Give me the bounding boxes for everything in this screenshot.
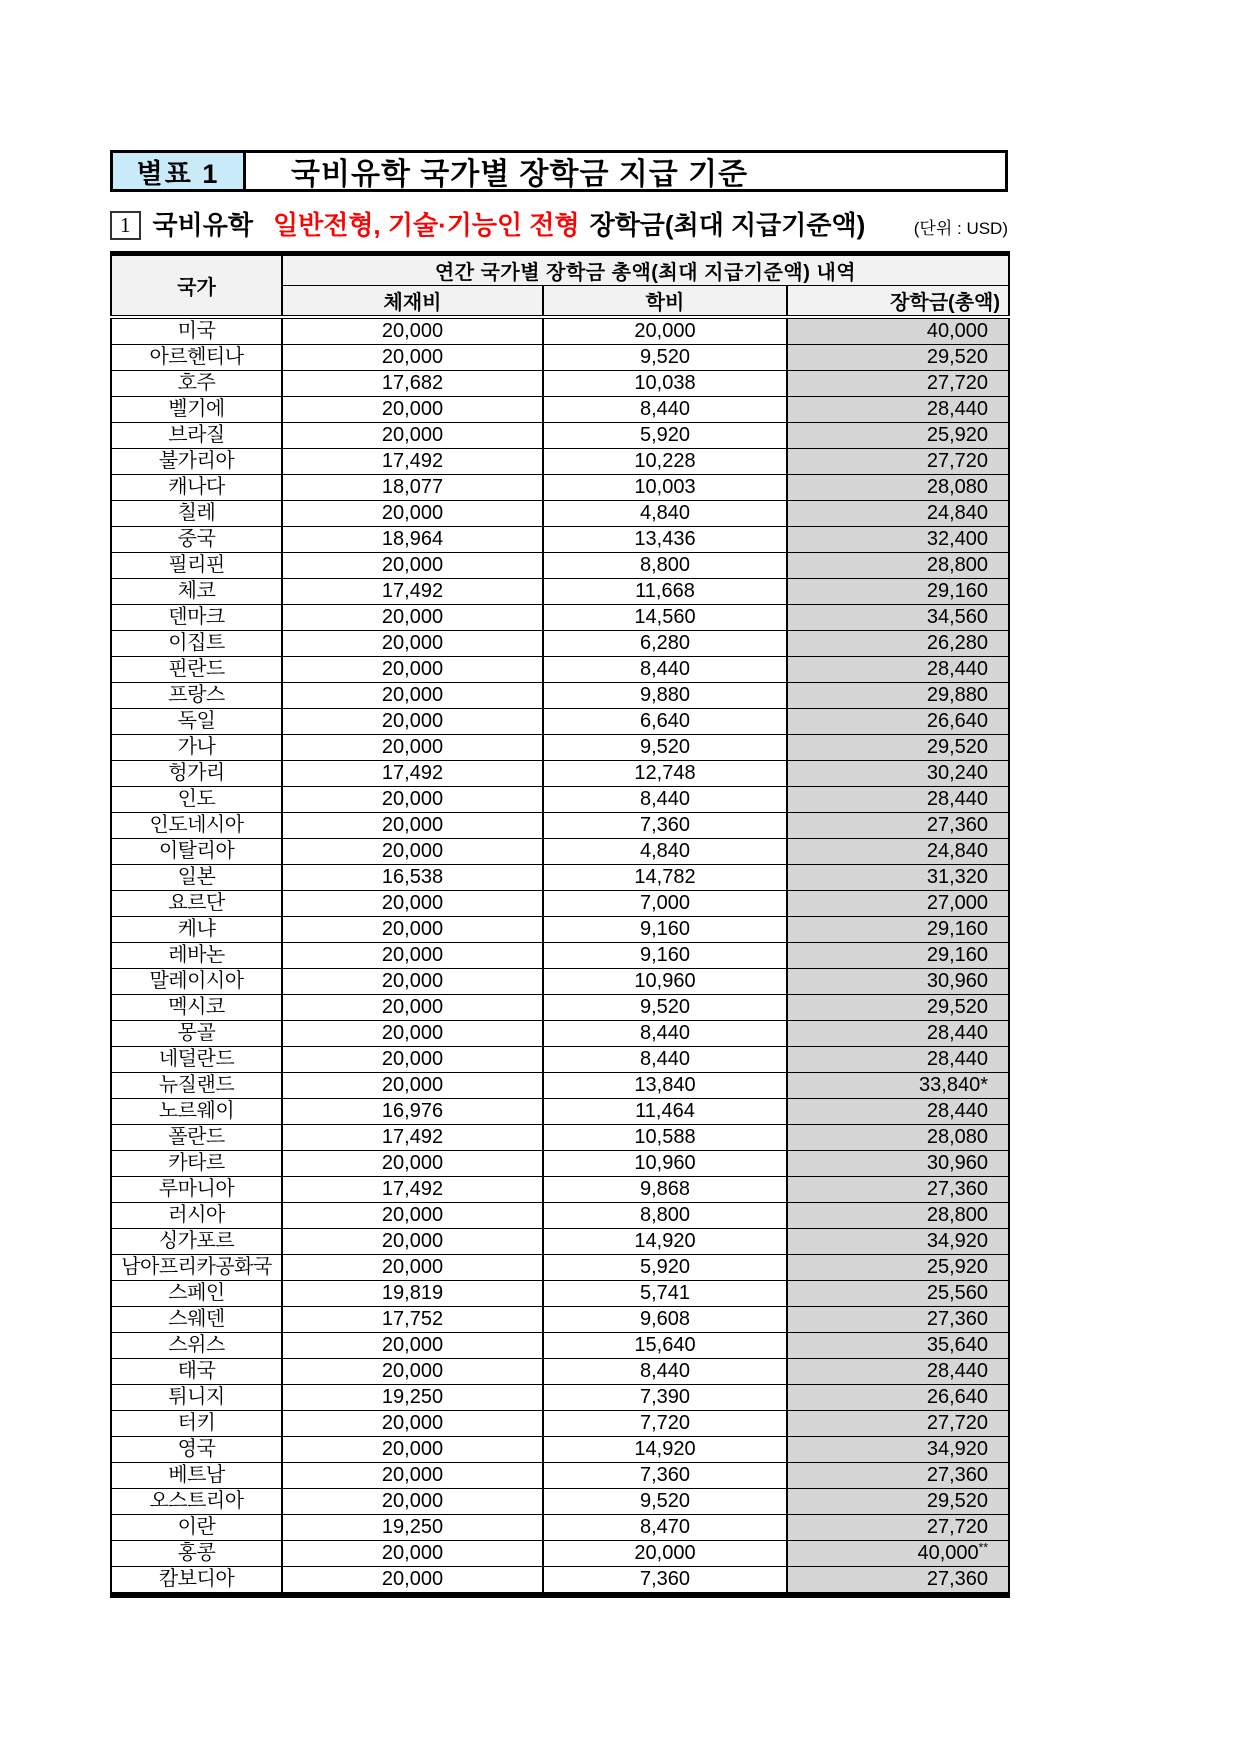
subtitle-suffix: 장학금(최대 지급기준액) xyxy=(589,210,866,240)
table-row xyxy=(111,813,1009,839)
total-scholarship-cell: 34,560 xyxy=(787,605,1009,631)
tuition-cell: 7,360 xyxy=(543,1567,787,1596)
tuition-cell: 14,920 xyxy=(543,1229,787,1255)
tuition-cell: 9,160 xyxy=(543,917,787,943)
country-cell: 가나 xyxy=(111,735,282,761)
table-row xyxy=(111,969,1009,995)
country-cell: 레바논 xyxy=(111,943,282,969)
total-scholarship-cell: 25,920 xyxy=(787,1255,1009,1281)
tuition-cell: 4,840 xyxy=(543,839,787,865)
header-row-group xyxy=(111,254,1009,286)
total-scholarship-cell: 40,000** xyxy=(787,1541,1009,1567)
table-row xyxy=(111,787,1009,813)
total-scholarship-cell: 26,640 xyxy=(787,1385,1009,1411)
table-row xyxy=(111,1541,1009,1567)
tuition-cell: 7,360 xyxy=(543,1463,787,1489)
table-row xyxy=(111,1437,1009,1463)
table-row xyxy=(111,735,1009,761)
subtitle-highlight: 일반전형, 기술·기능인 전형 xyxy=(272,210,580,240)
tuition-cell: 9,520 xyxy=(543,345,787,371)
table-row xyxy=(111,1411,1009,1437)
country-cell: 이집트 xyxy=(111,631,282,657)
total-scholarship-cell: 28,080 xyxy=(787,475,1009,501)
country-cell: 인도네시아 xyxy=(111,813,282,839)
table-row xyxy=(111,449,1009,475)
total-scholarship-cell: 24,840 xyxy=(787,839,1009,865)
tuition-cell: 9,520 xyxy=(543,735,787,761)
total-scholarship-cell: 25,920 xyxy=(787,423,1009,449)
stay-cost-cell: 20,000 xyxy=(282,657,543,683)
country-cell: 러시아 xyxy=(111,1203,282,1229)
table-row xyxy=(111,475,1009,501)
total-scholarship-cell: 30,240 xyxy=(787,761,1009,787)
country-cell: 뉴질랜드 xyxy=(111,1073,282,1099)
table-row xyxy=(111,943,1009,969)
country-cell: 스위스 xyxy=(111,1333,282,1359)
stay-cost-cell: 20,000 xyxy=(282,1021,543,1047)
tuition-cell: 7,360 xyxy=(543,813,787,839)
table-row xyxy=(111,371,1009,397)
total-scholarship-cell: 28,440 xyxy=(787,787,1009,813)
tuition-cell: 15,640 xyxy=(543,1333,787,1359)
stay-cost-cell: 18,964 xyxy=(282,527,543,553)
table-row xyxy=(111,683,1009,709)
stay-cost-cell: 20,000 xyxy=(282,683,543,709)
country-cell: 카타르 xyxy=(111,1151,282,1177)
stay-cost-cell: 20,000 xyxy=(282,345,543,371)
stay-cost-cell: 20,000 xyxy=(282,735,543,761)
tuition-cell: 8,440 xyxy=(543,657,787,683)
total-scholarship-cell: 27,000 xyxy=(787,891,1009,917)
country-cell: 터키 xyxy=(111,1411,282,1437)
stay-cost-cell: 20,000 xyxy=(282,1541,543,1567)
stay-cost-cell: 16,538 xyxy=(282,865,543,891)
total-scholarship-cell: 29,520 xyxy=(787,735,1009,761)
total-scholarship-cell: 27,360 xyxy=(787,1177,1009,1203)
total-scholarship-cell: 27,360 xyxy=(787,813,1009,839)
table-row xyxy=(111,553,1009,579)
tuition-cell: 9,520 xyxy=(543,1489,787,1515)
country-cell: 필리핀 xyxy=(111,553,282,579)
tuition-cell: 8,440 xyxy=(543,397,787,423)
stay-cost-cell: 20,000 xyxy=(282,787,543,813)
total-scholarship-cell: 28,440 xyxy=(787,1359,1009,1385)
stay-cost-cell: 20,000 xyxy=(282,553,543,579)
unit-note: (단위 : USD) xyxy=(913,219,1008,238)
table-row xyxy=(111,1151,1009,1177)
total-scholarship-cell: 27,720 xyxy=(787,1515,1009,1541)
tuition-column-header: 학비 xyxy=(543,286,787,318)
tuition-cell: 5,920 xyxy=(543,423,787,449)
total-scholarship-cell: 32,400 xyxy=(787,527,1009,553)
stay-cost-cell: 20,000 xyxy=(282,317,543,345)
stay-cost-cell: 19,250 xyxy=(282,1515,543,1541)
stay-cost-cell: 17,492 xyxy=(282,761,543,787)
tuition-cell: 4,840 xyxy=(543,501,787,527)
stay-cost-cell: 20,000 xyxy=(282,709,543,735)
total-scholarship-cell: 29,520 xyxy=(787,345,1009,371)
country-cell: 요르단 xyxy=(111,891,282,917)
total-scholarship-cell: 24,840 xyxy=(787,501,1009,527)
tuition-cell: 10,588 xyxy=(543,1125,787,1151)
country-cell: 캄보디아 xyxy=(111,1567,282,1596)
stay-cost-cell: 20,000 xyxy=(282,1333,543,1359)
tuition-cell: 20,000 xyxy=(543,1541,787,1567)
tuition-cell: 10,003 xyxy=(543,475,787,501)
stay-cost-cell: 17,492 xyxy=(282,579,543,605)
table-row xyxy=(111,1021,1009,1047)
tuition-cell: 5,920 xyxy=(543,1255,787,1281)
country-cell: 캐나다 xyxy=(111,475,282,501)
total-scholarship-cell: 27,720 xyxy=(787,449,1009,475)
tuition-cell: 7,000 xyxy=(543,891,787,917)
stay-cost-cell: 19,819 xyxy=(282,1281,543,1307)
country-cell: 케냐 xyxy=(111,917,282,943)
tuition-cell: 7,720 xyxy=(543,1411,787,1437)
title-bar xyxy=(110,150,1008,192)
tuition-cell: 6,640 xyxy=(543,709,787,735)
total-scholarship-cell: 40,000 xyxy=(787,317,1009,345)
stay-cost-cell: 20,000 xyxy=(282,1463,543,1489)
total-scholarship-cell: 29,520 xyxy=(787,1489,1009,1515)
table-row xyxy=(111,423,1009,449)
tuition-cell: 14,560 xyxy=(543,605,787,631)
total-scholarship-cell: 29,160 xyxy=(787,943,1009,969)
table-row xyxy=(111,397,1009,423)
table-header xyxy=(111,254,1009,318)
table-row xyxy=(111,839,1009,865)
stay-cost-cell: 20,000 xyxy=(282,995,543,1021)
country-cell: 체코 xyxy=(111,579,282,605)
group-column-header: 연간 국가별 장학금 총액(최대 지급기준액) 내역 xyxy=(282,254,1009,286)
country-cell: 호주 xyxy=(111,371,282,397)
country-cell: 인도 xyxy=(111,787,282,813)
stay-cost-cell: 20,000 xyxy=(282,1567,543,1596)
table-row xyxy=(111,579,1009,605)
table-row xyxy=(111,605,1009,631)
country-cell: 튀니지 xyxy=(111,1385,282,1411)
tuition-cell: 13,436 xyxy=(543,527,787,553)
stay-cost-cell: 20,000 xyxy=(282,631,543,657)
stay-cost-cell: 20,000 xyxy=(282,1489,543,1515)
table-row xyxy=(111,527,1009,553)
country-cell: 핀란드 xyxy=(111,657,282,683)
total-scholarship-cell: 28,440 xyxy=(787,1047,1009,1073)
table-row xyxy=(111,917,1009,943)
total-scholarship-cell: 29,160 xyxy=(787,579,1009,605)
total-scholarship-cell: 29,880 xyxy=(787,683,1009,709)
tuition-cell: 9,880 xyxy=(543,683,787,709)
tuition-cell: 14,920 xyxy=(543,1437,787,1463)
tuition-cell: 20,000 xyxy=(543,317,787,345)
stay-cost-cell: 20,000 xyxy=(282,397,543,423)
table-row xyxy=(111,891,1009,917)
total-scholarship-cell: 29,520 xyxy=(787,995,1009,1021)
table-row xyxy=(111,1463,1009,1489)
country-cell: 일본 xyxy=(111,865,282,891)
table-row xyxy=(111,501,1009,527)
country-cell: 오스트리아 xyxy=(111,1489,282,1515)
country-cell: 미국 xyxy=(111,317,282,345)
total-scholarship-cell: 35,640 xyxy=(787,1333,1009,1359)
appendix-badge: 별표 1 xyxy=(113,153,246,189)
stay-cost-cell: 20,000 xyxy=(282,1203,543,1229)
country-cell: 베트남 xyxy=(111,1463,282,1489)
country-cell: 남아프리카공화국 xyxy=(111,1255,282,1281)
table-row xyxy=(111,1307,1009,1333)
country-cell: 노르웨이 xyxy=(111,1099,282,1125)
total-scholarship-cell: 25,560 xyxy=(787,1281,1009,1307)
tuition-cell: 6,280 xyxy=(543,631,787,657)
total-scholarship-cell: 27,360 xyxy=(787,1567,1009,1596)
table-row xyxy=(111,1333,1009,1359)
country-cell: 싱가포르 xyxy=(111,1229,282,1255)
country-cell: 몽골 xyxy=(111,1021,282,1047)
tuition-cell: 11,464 xyxy=(543,1099,787,1125)
stay-cost-cell: 17,752 xyxy=(282,1307,543,1333)
table-row xyxy=(111,1515,1009,1541)
tuition-cell: 8,800 xyxy=(543,553,787,579)
tuition-cell: 10,038 xyxy=(543,371,787,397)
tuition-cell: 9,868 xyxy=(543,1177,787,1203)
stay-cost-cell: 20,000 xyxy=(282,813,543,839)
tuition-cell: 8,440 xyxy=(543,1359,787,1385)
country-cell: 홍콩 xyxy=(111,1541,282,1567)
tuition-cell: 8,440 xyxy=(543,1021,787,1047)
country-cell: 브라질 xyxy=(111,423,282,449)
table-row xyxy=(111,657,1009,683)
country-cell: 프랑스 xyxy=(111,683,282,709)
section-subtitle xyxy=(110,205,1008,242)
total-scholarship-cell: 31,320 xyxy=(787,865,1009,891)
tuition-cell: 9,160 xyxy=(543,943,787,969)
stay-cost-cell: 20,000 xyxy=(282,1255,543,1281)
tuition-cell: 9,608 xyxy=(543,1307,787,1333)
stay-cost-cell: 18,077 xyxy=(282,475,543,501)
stay-cost-cell: 20,000 xyxy=(282,1073,543,1099)
total-scholarship-cell: 28,800 xyxy=(787,1203,1009,1229)
tuition-cell: 8,440 xyxy=(543,1047,787,1073)
table-row xyxy=(111,1125,1009,1151)
country-cell: 중국 xyxy=(111,527,282,553)
tuition-cell: 10,960 xyxy=(543,969,787,995)
table-row xyxy=(111,865,1009,891)
total-scholarship-cell: 30,960 xyxy=(787,1151,1009,1177)
subtitle-prefix: 국비유학 xyxy=(152,210,253,240)
tuition-cell: 14,782 xyxy=(543,865,787,891)
country-cell: 영국 xyxy=(111,1437,282,1463)
total-scholarship-cell: 30,960 xyxy=(787,969,1009,995)
section-number-box: 1 xyxy=(110,211,141,240)
table-row xyxy=(111,1255,1009,1281)
stay-cost-cell: 19,250 xyxy=(282,1385,543,1411)
stay-cost-cell: 17,492 xyxy=(282,449,543,475)
total-scholarship-cell: 27,360 xyxy=(787,1463,1009,1489)
stay-cost-cell: 20,000 xyxy=(282,605,543,631)
country-cell: 말레이시아 xyxy=(111,969,282,995)
table-row xyxy=(111,1073,1009,1099)
stay-cost-cell: 20,000 xyxy=(282,943,543,969)
total-scholarship-cell: 27,720 xyxy=(787,371,1009,397)
country-column-header: 국가 xyxy=(111,254,282,318)
table-row xyxy=(111,345,1009,371)
country-cell: 루마니아 xyxy=(111,1177,282,1203)
stay-cost-cell: 20,000 xyxy=(282,839,543,865)
stay-cost-cell: 20,000 xyxy=(282,1437,543,1463)
tuition-cell: 8,470 xyxy=(543,1515,787,1541)
tuition-cell: 10,960 xyxy=(543,1151,787,1177)
stay-cost-cell: 20,000 xyxy=(282,1359,543,1385)
country-cell: 스웨덴 xyxy=(111,1307,282,1333)
table-row xyxy=(111,1385,1009,1411)
stay-cost-cell: 17,682 xyxy=(282,371,543,397)
total-scholarship-cell: 27,720 xyxy=(787,1411,1009,1437)
total-scholarship-cell: 27,360 xyxy=(787,1307,1009,1333)
table-row xyxy=(111,631,1009,657)
table-row xyxy=(111,1359,1009,1385)
total-scholarship-cell: 33,840* xyxy=(787,1073,1009,1099)
page-title: 국비유학 국가별 장학금 지급 기준 xyxy=(291,158,749,191)
tuition-cell: 8,440 xyxy=(543,787,787,813)
scholarship-table xyxy=(110,251,1010,1598)
table-row xyxy=(111,761,1009,787)
total-column-header: 장학금(총액) xyxy=(787,286,1009,318)
country-cell: 벨기에 xyxy=(111,397,282,423)
table-body xyxy=(111,317,1009,1595)
total-scholarship-cell: 29,160 xyxy=(787,917,1009,943)
country-cell: 독일 xyxy=(111,709,282,735)
tuition-cell: 13,840 xyxy=(543,1073,787,1099)
tuition-cell: 11,668 xyxy=(543,579,787,605)
stay-cost-cell: 16,976 xyxy=(282,1099,543,1125)
stay-cost-cell: 20,000 xyxy=(282,1047,543,1073)
table-row xyxy=(111,1177,1009,1203)
table-row xyxy=(111,995,1009,1021)
total-scholarship-cell: 28,440 xyxy=(787,1099,1009,1125)
stay-cost-cell: 17,492 xyxy=(282,1177,543,1203)
country-cell: 태국 xyxy=(111,1359,282,1385)
table-row xyxy=(111,1567,1009,1596)
document-page xyxy=(110,150,1008,1598)
stay-cost-cell: 20,000 xyxy=(282,1229,543,1255)
stay-cost-cell: 20,000 xyxy=(282,1151,543,1177)
country-cell: 아르헨티나 xyxy=(111,345,282,371)
stay-cost-cell: 20,000 xyxy=(282,917,543,943)
table-row xyxy=(111,1099,1009,1125)
total-scholarship-cell: 28,800 xyxy=(787,553,1009,579)
table-row xyxy=(111,317,1009,345)
country-cell: 폴란드 xyxy=(111,1125,282,1151)
country-cell: 칠레 xyxy=(111,501,282,527)
table-row xyxy=(111,1489,1009,1515)
table-row xyxy=(111,709,1009,735)
table-row xyxy=(111,1047,1009,1073)
stay-cost-cell: 20,000 xyxy=(282,891,543,917)
country-cell: 멕시코 xyxy=(111,995,282,1021)
country-cell: 네덜란드 xyxy=(111,1047,282,1073)
total-scholarship-cell: 26,640 xyxy=(787,709,1009,735)
tuition-cell: 9,520 xyxy=(543,995,787,1021)
total-scholarship-cell: 28,440 xyxy=(787,397,1009,423)
total-scholarship-cell: 26,280 xyxy=(787,631,1009,657)
table-row xyxy=(111,1229,1009,1255)
country-cell: 덴마크 xyxy=(111,605,282,631)
stay-cost-column-header: 체재비 xyxy=(282,286,543,318)
total-scholarship-cell: 34,920 xyxy=(787,1437,1009,1463)
stay-cost-cell: 20,000 xyxy=(282,501,543,527)
country-cell: 이탈리아 xyxy=(111,839,282,865)
total-scholarship-cell: 28,080 xyxy=(787,1125,1009,1151)
stay-cost-cell: 20,000 xyxy=(282,969,543,995)
country-cell: 이란 xyxy=(111,1515,282,1541)
table-row xyxy=(111,1281,1009,1307)
country-cell: 스페인 xyxy=(111,1281,282,1307)
stay-cost-cell: 20,000 xyxy=(282,1411,543,1437)
country-cell: 불가리아 xyxy=(111,449,282,475)
tuition-cell: 12,748 xyxy=(543,761,787,787)
tuition-cell: 7,390 xyxy=(543,1385,787,1411)
country-cell: 헝가리 xyxy=(111,761,282,787)
tuition-cell: 5,741 xyxy=(543,1281,787,1307)
total-scholarship-cell: 28,440 xyxy=(787,657,1009,683)
table-row xyxy=(111,1203,1009,1229)
stay-cost-cell: 17,492 xyxy=(282,1125,543,1151)
total-scholarship-cell: 34,920 xyxy=(787,1229,1009,1255)
tuition-cell: 10,228 xyxy=(543,449,787,475)
total-scholarship-cell: 28,440 xyxy=(787,1021,1009,1047)
tuition-cell: 8,800 xyxy=(543,1203,787,1229)
stay-cost-cell: 20,000 xyxy=(282,423,543,449)
